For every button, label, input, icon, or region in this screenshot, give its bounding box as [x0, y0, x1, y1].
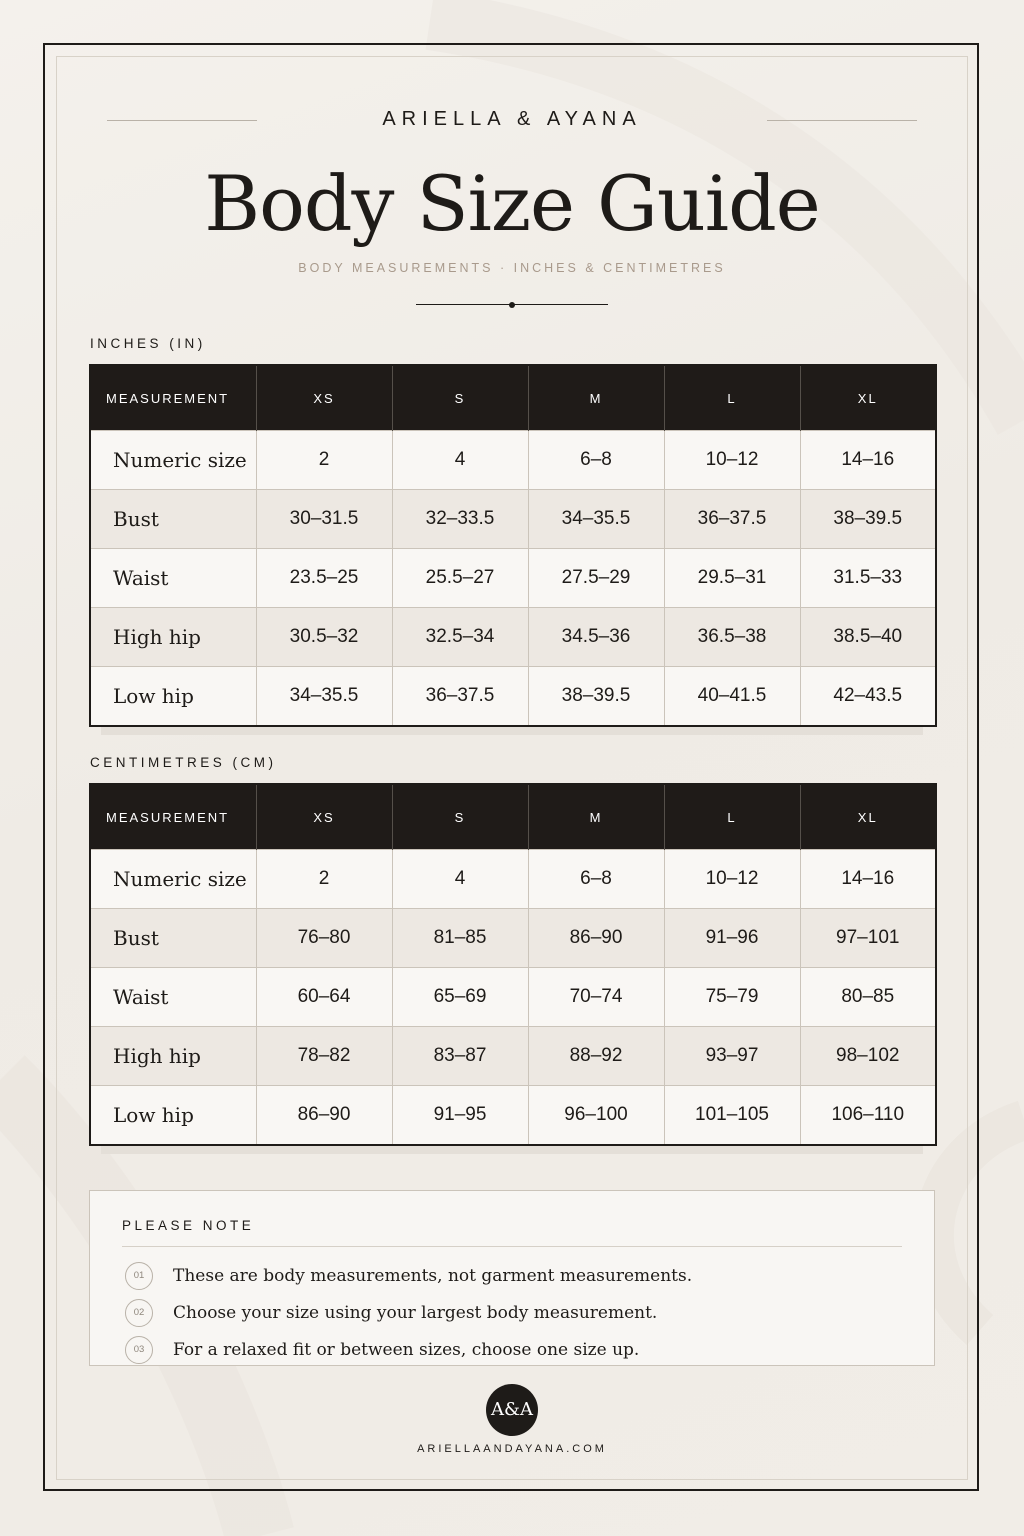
table-cell: 25.5–27 [392, 549, 528, 608]
row-label: Low hip [90, 1086, 256, 1146]
table-cell: 10–12 [664, 850, 800, 909]
table-cell: 60–64 [256, 968, 392, 1027]
table-cell: 98–102 [800, 1027, 936, 1086]
row-label: High hip [90, 608, 256, 667]
table-cell: 27.5–29 [528, 549, 664, 608]
table-cell: 38–39.5 [528, 667, 664, 727]
notes-divider [122, 1246, 902, 1247]
table-row [90, 909, 936, 968]
note-number-badge: 01 [125, 1262, 153, 1290]
table-cell: 97–101 [800, 909, 936, 968]
table-cell: 23.5–25 [256, 549, 392, 608]
row-label: Bust [90, 909, 256, 968]
note-item [125, 1299, 885, 1329]
table-cell: 36.5–38 [664, 608, 800, 667]
notes-panel [89, 1190, 935, 1366]
column-header-l: L [664, 365, 800, 431]
table-cell: 38–39.5 [800, 490, 936, 549]
table-cell: 80–85 [800, 968, 936, 1027]
table-cell: 14–16 [800, 431, 936, 490]
table-row [90, 667, 936, 727]
inches-table-wrap [89, 364, 935, 727]
table-cell: 81–85 [392, 909, 528, 968]
table-row [90, 490, 936, 549]
table-header-row [90, 784, 936, 850]
table-cell: 29.5–31 [664, 549, 800, 608]
table-row [90, 549, 936, 608]
table-cell: 6–8 [528, 850, 664, 909]
column-header-m: M [528, 784, 664, 850]
note-number-badge: 03 [125, 1336, 153, 1364]
table-cell: 34.5–36 [528, 608, 664, 667]
table-cell: 91–95 [392, 1086, 528, 1146]
table-cell: 76–80 [256, 909, 392, 968]
column-header-measurement: MEASUREMENT [90, 784, 256, 850]
note-number-badge: 02 [125, 1299, 153, 1327]
table-cell: 34–35.5 [256, 667, 392, 727]
table-cell: 70–74 [528, 968, 664, 1027]
note-item [125, 1262, 885, 1292]
row-label: High hip [90, 1027, 256, 1086]
row-label: Numeric size [90, 431, 256, 490]
table-row [90, 1086, 936, 1146]
table-cell: 93–97 [664, 1027, 800, 1086]
table-cell: 101–105 [664, 1086, 800, 1146]
column-header-xl: XL [800, 784, 936, 850]
table-cell: 42–43.5 [800, 667, 936, 727]
column-header-s: S [392, 365, 528, 431]
website-link[interactable]: ARIELLAANDAYANA.COM [417, 1443, 607, 1455]
note-item [125, 1336, 885, 1366]
table-cell: 86–90 [256, 1086, 392, 1146]
column-header-l: L [664, 784, 800, 850]
table-cell: 30–31.5 [256, 490, 392, 549]
table-cell: 10–12 [664, 431, 800, 490]
centimetres-section-label: CENTIMETRES (CM) [90, 755, 277, 770]
page-subtitle: BODY MEASUREMENTS · INCHES & CENTIMETRES [298, 261, 726, 275]
table-row [90, 850, 936, 909]
table-cell: 14–16 [800, 850, 936, 909]
row-label: Numeric size [90, 850, 256, 909]
table-cell: 32.5–34 [392, 608, 528, 667]
table-cell: 30.5–32 [256, 608, 392, 667]
table-row [90, 1027, 936, 1086]
table-cell: 2 [256, 431, 392, 490]
centimetres-table-wrap [89, 783, 935, 1146]
table-cell: 4 [392, 431, 528, 490]
table-cell: 36–37.5 [664, 490, 800, 549]
row-label: Low hip [90, 667, 256, 727]
column-header-xs: XS [256, 784, 392, 850]
brand-logo: A&A [486, 1384, 538, 1436]
table-cell: 78–82 [256, 1027, 392, 1086]
column-header-m: M [528, 365, 664, 431]
table-row [90, 431, 936, 490]
table-cell: 96–100 [528, 1086, 664, 1146]
brand-header [107, 108, 917, 134]
table-cell: 65–69 [392, 968, 528, 1027]
table-row [90, 968, 936, 1027]
table-cell: 38.5–40 [800, 608, 936, 667]
note-text: For a relaxed fit or between sizes, choose one size up. [173, 1340, 640, 1360]
note-text: These are body measurements, not garment measurements. [173, 1266, 693, 1286]
column-header-s: S [392, 784, 528, 850]
table-cell: 6–8 [528, 431, 664, 490]
row-label: Waist [90, 549, 256, 608]
table-cell: 31.5–33 [800, 549, 936, 608]
notes-title: PLEASE NOTE [122, 1218, 255, 1233]
table-cell: 36–37.5 [392, 667, 528, 727]
table-cell: 106–110 [800, 1086, 936, 1146]
inches-size-table [89, 364, 937, 727]
table-cell: 40–41.5 [664, 667, 800, 727]
row-label: Bust [90, 490, 256, 549]
table-cell: 4 [392, 850, 528, 909]
inches-section-label: INCHES (IN) [90, 336, 206, 351]
column-header-xl: XL [800, 365, 936, 431]
table-cell: 83–87 [392, 1027, 528, 1086]
column-header-xs: XS [256, 365, 392, 431]
table-cell: 32–33.5 [392, 490, 528, 549]
table-cell: 86–90 [528, 909, 664, 968]
title-ornament-divider [416, 302, 608, 308]
brand-rule-right [767, 120, 917, 121]
table-cell: 34–35.5 [528, 490, 664, 549]
table-cell: 88–92 [528, 1027, 664, 1086]
page-title: Body Size Guide [204, 159, 820, 248]
row-label: Waist [90, 968, 256, 1027]
table-row [90, 608, 936, 667]
brand-name: ARIELLA & AYANA [382, 108, 642, 130]
table-cell: 91–96 [664, 909, 800, 968]
table-header-row [90, 365, 936, 431]
table-cell: 75–79 [664, 968, 800, 1027]
note-text: Choose your size using your largest body measurement. [173, 1303, 658, 1323]
centimetres-size-table [89, 783, 937, 1146]
column-header-measurement: MEASUREMENT [90, 365, 256, 431]
table-cell: 2 [256, 850, 392, 909]
